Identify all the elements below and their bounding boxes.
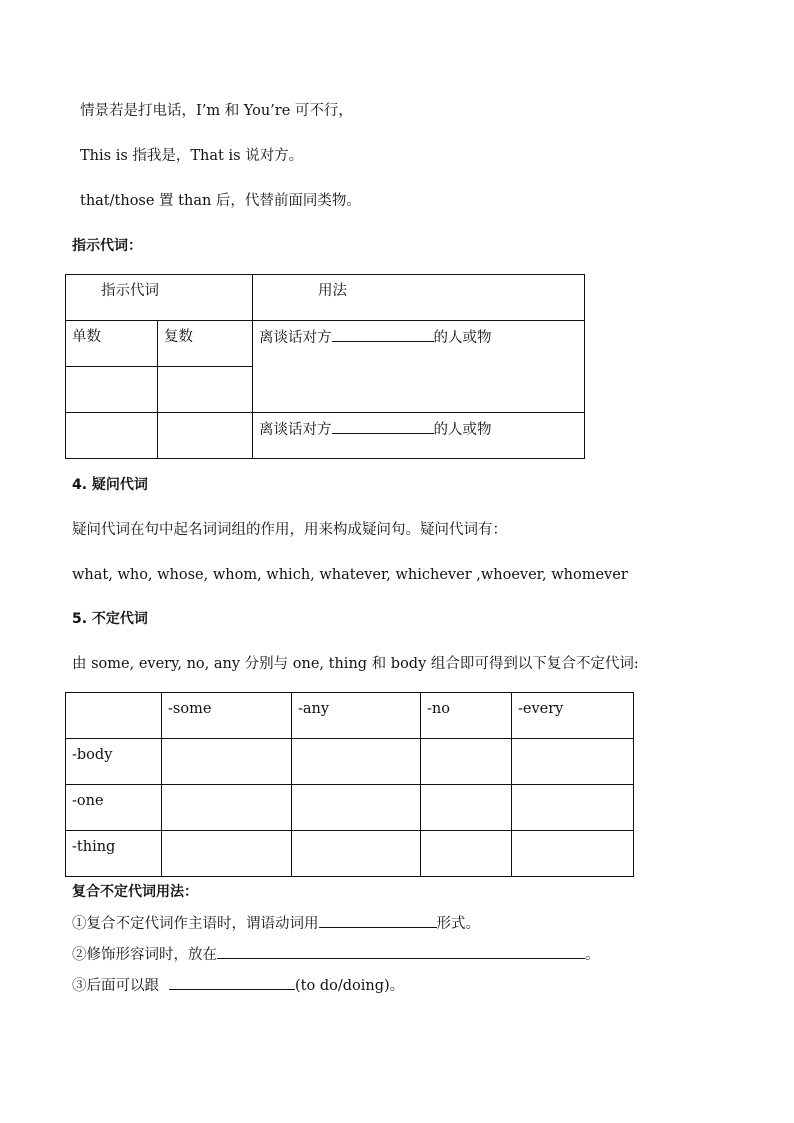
usage-item-1-prefix: ①复合不定代词作主语时，谓语动词用: [72, 916, 319, 932]
table-cell[interactable]: [512, 739, 634, 785]
intro-line-1: 情景若是打电话，I’m 和 You’re 可不行，: [80, 103, 353, 119]
usage-item-2-blank[interactable]: [217, 944, 585, 959]
usage-col-header: 用法: [253, 275, 585, 321]
usage-cell-far: [253, 413, 585, 459]
compound-usage-heading: 复合不定代词用法：: [72, 884, 198, 900]
usage-far-prefix: 离谈话对方: [259, 422, 332, 438]
table-cell[interactable]: [421, 739, 512, 785]
usage-near-blank[interactable]: [332, 327, 434, 342]
usage-item-1-blank[interactable]: [319, 913, 437, 928]
interrogative-description: 疑问代词在句中起名词词组的作用，用来构成疑问句。疑问代词有：: [72, 522, 507, 538]
demo-col-header: 指示代词: [66, 275, 253, 321]
usage-far-suffix: 的人或物: [433, 422, 492, 438]
table-cell[interactable]: [162, 785, 292, 831]
usage-item-3-suffix: (to do/doing)。: [295, 978, 405, 994]
usage-item-1: [72, 913, 480, 934]
col-header-every: -every: [512, 693, 634, 739]
indefinite-table: [65, 692, 634, 877]
singular-header: 单数: [66, 321, 158, 367]
usage-item-2-prefix: ②修饰形容词时，放在: [72, 947, 217, 963]
plural-cell-far[interactable]: [158, 413, 253, 459]
demonstrative-table: [65, 274, 585, 459]
corner-cell: [66, 693, 162, 739]
table-cell[interactable]: [512, 831, 634, 877]
usage-near-suffix: 的人或物: [433, 330, 492, 346]
plural-header: 复数: [158, 321, 253, 367]
table-cell[interactable]: [162, 739, 292, 785]
col-header-any: -any: [292, 693, 421, 739]
usage-item-2: [72, 944, 600, 965]
usage-item-3-prefix: ③后面可以跟: [72, 978, 159, 994]
plural-cell-near[interactable]: [158, 367, 253, 413]
col-header-no: -no: [421, 693, 512, 739]
usage-near-prefix: 离谈话对方: [259, 330, 332, 346]
row-header-one: -one: [66, 785, 162, 831]
table-cell[interactable]: [421, 831, 512, 877]
table-cell[interactable]: [512, 785, 634, 831]
indefinite-heading: 5. 不定代词: [72, 611, 148, 627]
intro-line-2: This is 指我是，That is 说对方。: [80, 148, 304, 164]
usage-item-3: [72, 975, 404, 996]
indefinite-description: 由 some, every, no, any 分别与 one, thing 和 body 组合即可得到以下复合不定代词:: [72, 656, 639, 672]
row-header-thing: -thing: [66, 831, 162, 877]
demonstrative-heading: 指示代词：: [72, 238, 142, 254]
usage-cell-near: [253, 321, 585, 413]
usage-item-2-suffix: 。: [585, 947, 600, 963]
table-cell[interactable]: [292, 831, 421, 877]
table-cell[interactable]: [292, 739, 421, 785]
interrogative-heading: 4. 疑问代词: [72, 477, 148, 493]
singular-cell-far[interactable]: [66, 413, 158, 459]
table-cell[interactable]: [292, 785, 421, 831]
table-cell[interactable]: [162, 831, 292, 877]
usage-far-blank[interactable]: [332, 419, 434, 434]
intro-line-3: that/those 置 than 后，代替前面同类物。: [80, 193, 361, 209]
usage-item-1-suffix: 形式。: [436, 916, 480, 932]
col-header-some: -some: [162, 693, 292, 739]
usage-item-3-blank[interactable]: [169, 975, 295, 990]
interrogative-list: what, who, whose, whom, which, whatever, whichever ,whoever, whomever: [72, 567, 628, 583]
singular-cell-near[interactable]: [66, 367, 158, 413]
row-header-body: -body: [66, 739, 162, 785]
table-cell[interactable]: [421, 785, 512, 831]
